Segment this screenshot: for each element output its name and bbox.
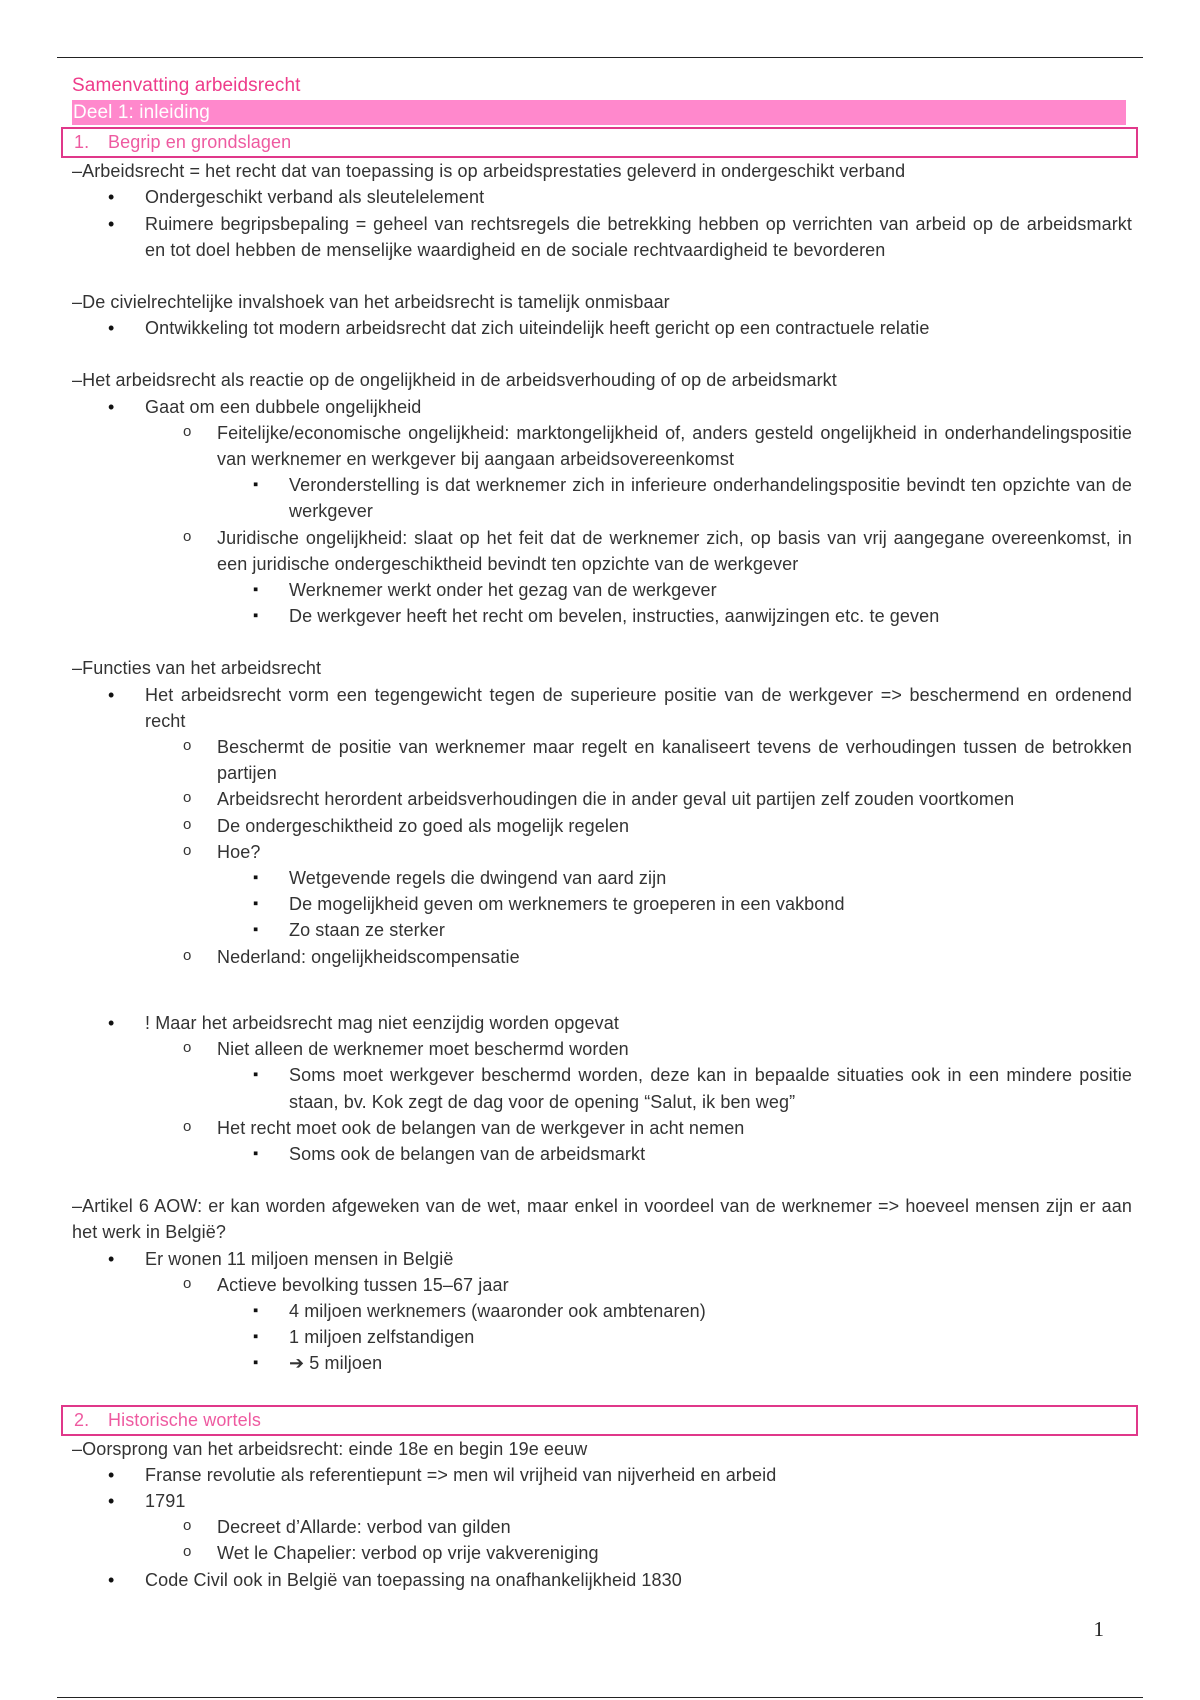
list-item: o Beschermt de positie van werknemer maar regelt en kanaliseert tevens de verhoudingen tussen de betrokken partijen [72, 734, 1132, 786]
sub-sub-list [72, 1062, 1132, 1114]
document-body [72, 73, 1132, 1593]
list-item: o Feitelijke/economische ongelijkheid: marktongelijkheid of, anders gesteld ongelijkheid in onderhandelingspositie van werknemer en werkgever bij aangaan arbeidsovereenkomst [72, 420, 1132, 472]
paragraph-head: –Het arbeidsrecht als reactie op de ongelijkheid in de arbeidsverhouding of op de arbeidsmarkt [72, 370, 837, 391]
sub-sub-list [72, 1141, 1132, 1167]
sub-list [72, 734, 1132, 865]
list-item: o De ondergeschiktheid zo goed als mogelijk regelen [72, 813, 1132, 839]
list-item: • 1791 [72, 1488, 1132, 1514]
list-item: • Code Civil ook in België van toepassing na onafhankelijkheid 1830 [72, 1567, 1132, 1593]
list-item: o Nederland: ongelijkheidscompensatie [72, 944, 1132, 970]
list-item: • Het arbeidsrecht vorm een tegengewicht tegen de superieure positie van de werkgever => beschermend en ordenend recht [72, 682, 1132, 734]
header-rule [57, 57, 1143, 58]
section-heading-2 [61, 1405, 1138, 1436]
list-item: ▪ De werkgever heeft het recht om bevelen, instructies, aanwijzingen etc. te geven [72, 603, 1132, 629]
list-item: ▪ Veronderstelling is dat werknemer zich in inferieure onderhandelingspositie bevindt ten opzichte van de werkgever [72, 472, 1132, 524]
list-item: ▪ Wetgevende regels die dwingend van aard zijn [72, 865, 1132, 891]
bullet-list [72, 682, 1132, 734]
section-number: 2. [74, 1409, 90, 1430]
list-item: • Ondergeschikt verband als sleutelelement [72, 184, 1132, 210]
sub-list [72, 525, 1132, 577]
bullet-list [72, 1246, 1132, 1272]
bullet-list [72, 394, 1132, 420]
list-item: o Arbeidsrecht herordent arbeidsverhoudingen die in ander geval uit partijen zelf zouden voortkomen [72, 786, 1132, 812]
list-item: ▪ ➔ 5 miljoen [72, 1350, 1132, 1376]
list-item: • Gaat om een dubbele ongelijkheid [72, 394, 1132, 420]
sub-list [72, 1115, 1132, 1141]
bullet-list [72, 315, 1132, 341]
list-item: • ! Maar het arbeidsrecht mag niet eenzijdig worden opgevat [72, 1010, 1132, 1036]
list-item: o Juridische ongelijkheid: slaat op het feit dat de werknemer zich, op basis van vrij aangegane overeenkomst, in een juridische ondergeschiktheid bevindt ten opzichte van de werkgever [72, 525, 1132, 577]
sub-sub-list [72, 1298, 1132, 1377]
paragraph-head: –Oorsprong van het arbeidsrecht: einde 18e en begin 19e eeuw [72, 1438, 588, 1459]
list-item: ▪ Werknemer werkt onder het gezag van de werkgever [72, 577, 1132, 603]
list-item: o Het recht moet ook de belangen van de werkgever in acht nemen [72, 1115, 1132, 1141]
part-heading: Deel 1: inleiding [72, 100, 1126, 125]
sub-list [72, 1036, 1132, 1062]
section-title: Historische wortels [108, 1409, 261, 1430]
list-item: ▪ Soms moet werkgever beschermd worden, deze kan in bepaalde situaties ook in een mindere positie staan, bv. Kok zegt de dag voor de opening “Salut, ik ben weg” [72, 1062, 1132, 1114]
sub-sub-list [72, 577, 1132, 629]
list-item: o Wet le Chapelier: verbod op vrije vakvereniging [72, 1540, 1132, 1566]
list-item: • Franse revolutie als referentiepunt => men wil vrijheid van nijverheid en arbeid [72, 1462, 1132, 1488]
document-title: Samenvatting arbeidsrecht [72, 75, 301, 96]
section-title: Begrip en grondslagen [108, 132, 292, 153]
sub-list [72, 944, 1132, 970]
sub-sub-list [72, 472, 1132, 524]
paragraph-head: –Arbeidsrecht = het recht dat van toepassing is op arbeidsprestaties geleverd in ondergeschikt verband [72, 161, 906, 182]
list-item: ▪ 1 miljoen zelfstandigen [72, 1324, 1132, 1350]
bullet-list [72, 1462, 1132, 1514]
list-item: • Ruimere begripsbepaling = geheel van rechtsregels die betrekking hebben op verrichten van arbeid op de arbeidsmarkt en tot doel hebben de menselijke waardigheid en de sociale rechtvaardigheid te bevorderen [72, 211, 1132, 263]
sub-list [72, 1272, 1132, 1298]
list-item: • Er wonen 11 miljoen mensen in België [72, 1246, 1132, 1272]
list-item: o Niet alleen de werknemer moet beschermd worden [72, 1036, 1132, 1062]
bullet-list [72, 1010, 1132, 1036]
paragraph-head: –Functies van het arbeidsrecht [72, 658, 322, 679]
section-heading-1 [61, 127, 1138, 158]
list-item: ▪ De mogelijkheid geven om werknemers te groeperen in een vakbond [72, 891, 1132, 917]
paragraph-head: –De civielrechtelijke invalshoek van het arbeidsrecht is tamelijk onmisbaar [72, 292, 670, 313]
list-item: ▪ Zo staan ze sterker [72, 917, 1132, 943]
list-item: ▪ Soms ook de belangen van de arbeidsmarkt [72, 1141, 1132, 1167]
bullet-list [72, 1567, 1132, 1593]
list-item: o Hoe? [72, 839, 1132, 865]
sub-list [72, 420, 1132, 472]
footer-rule [57, 1697, 1143, 1698]
paragraph-head: –Artikel 6 AOW: er kan worden afgeweken van de wet, maar enkel in voordeel van de werknemer => hoeveel mensen zijn er aan het werk in België? [72, 1196, 1132, 1243]
sub-sub-list [72, 865, 1132, 944]
page-number: 1 [1093, 1617, 1104, 1641]
list-item: o Decreet d’Allarde: verbod van gilden [72, 1514, 1132, 1540]
section-number: 1. [74, 132, 90, 153]
list-item: ▪ 4 miljoen werknemers (waaronder ook ambtenaren) [72, 1298, 1132, 1324]
sub-list [72, 1514, 1132, 1566]
list-item: o Actieve bevolking tussen 15–67 jaar [72, 1272, 1132, 1298]
list-item: • Ontwikkeling tot modern arbeidsrecht dat zich uiteindelijk heeft gericht op een contractuele relatie [72, 315, 1132, 341]
bullet-list [72, 184, 1132, 263]
